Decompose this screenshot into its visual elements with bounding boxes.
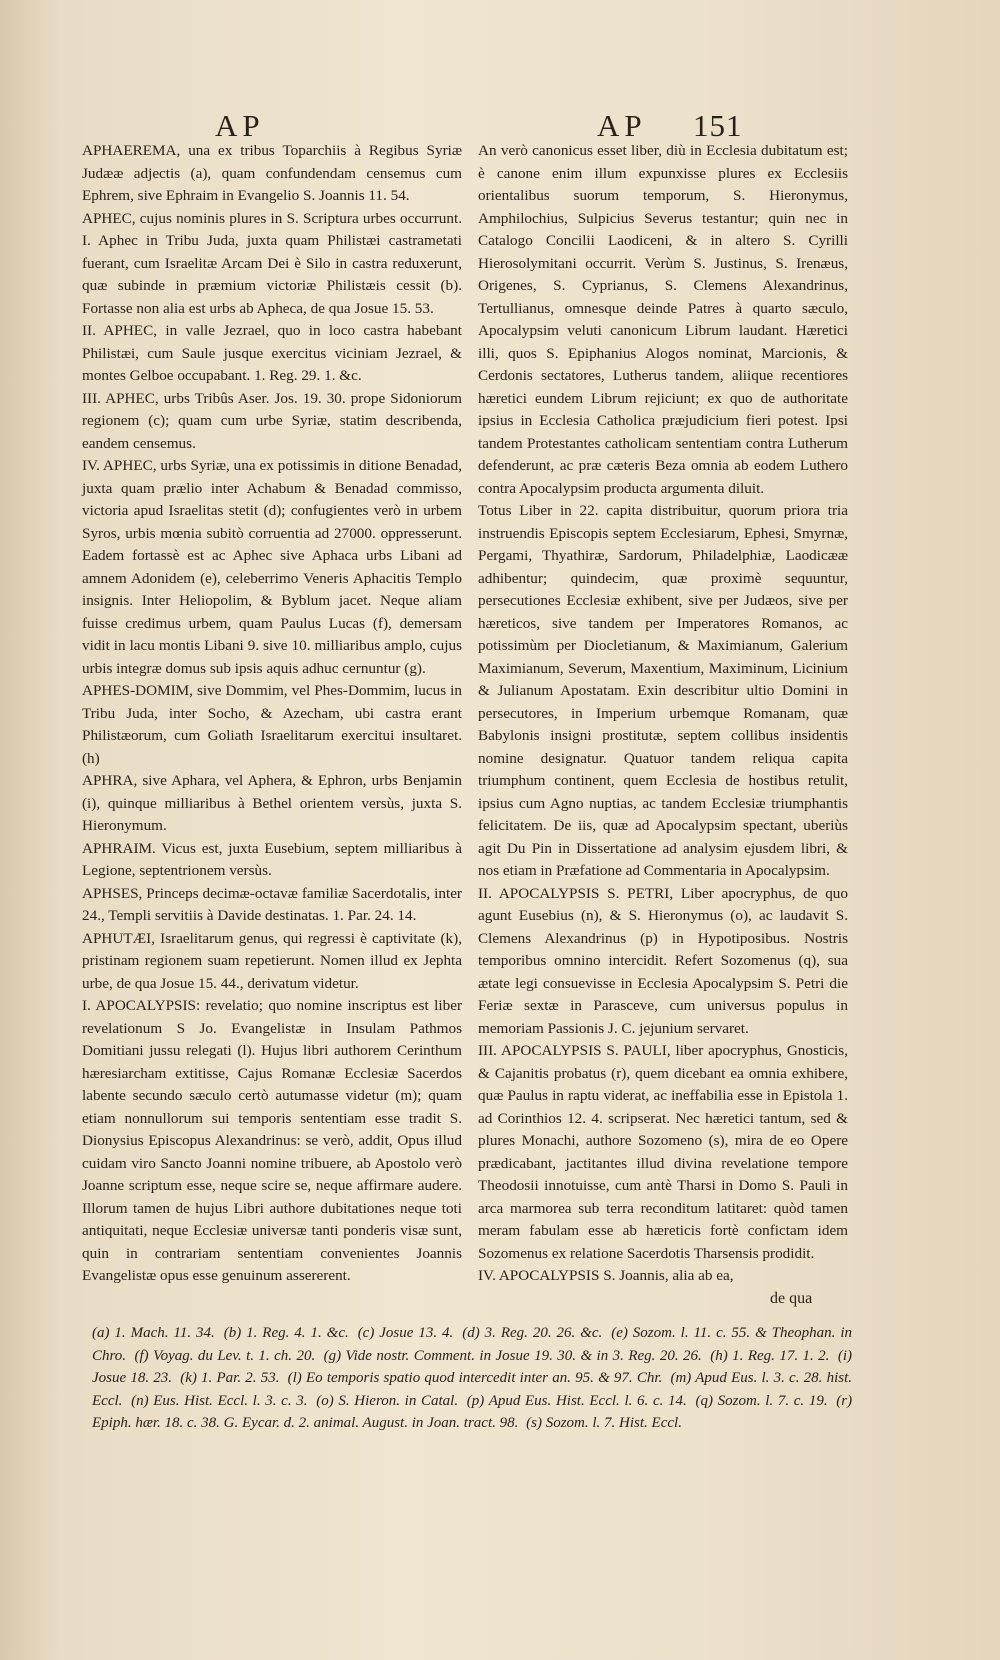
entry-apocalypsis-1: I. APOCALYPSIS: revelatio; quo nomine inscriptus est liber revelationum S Jo. Evangelistæ in Insulam Pathmos Domitiani jussu relegati (l). Hujus libri authorem Cerinthum hæresiarcham extitisse, Cajus Romanæ Ecclesiæ Sacerdos labente secundo sæculo certò autumasse videtur (m); quam etiam nonnullorum sui temporis sententiam esse tradit S. Dionysius Episcopus Alexandrinus: se verò, addit, Opus illud cuidam viro Sancto Joanni nomine tribuere, ab Apostolo verò Joanne scriptum esse, neque scire se, neque affirmare audere. Illorum tamen de hujus Libri authore dubitationes neque toti antiquitati, neque Ecclesiæ universæ tanti ponderis visæ sunt, quin in contrariam sententiam convenientes Joannis Evangelistæ opus esse genuinum assererent. [82,997,462,1284]
entry-aphes-domim: APHES-DOMIM, sive Dommim, vel Phes-Dommim, lucus in Tribu Juda, inter Socho, & Azecham, ubi castra erant Philistæorum, cum Goliath Israelitarum exercitui insultaret. (h) [82,682,462,767]
footnote: (b) 1. Reg. 4. 1. &c. [223,1325,349,1341]
footnote: (f) Voyag. du Lev. t. 1. ch. 20. [134,1347,316,1364]
footnote: (c) Josue 13. 4. [357,1325,454,1341]
footnote: (i) Josue 18. 23. [92,1347,853,1386]
running-head-left: AP [215,108,265,143]
entry-apocalypsis-joannis: IV. APOCALYPSIS S. Joannis, alia ab ea, [478,1267,734,1284]
entry-aphses: APHSES, Princeps decimæ-octavæ familiæ Sacerdotalis, inter 24., Templi servitiis à Davide destinatas. 1. Par. 24. 14. [82,884,462,924]
entry-aphec-4: IV. APHEC, urbs Syriæ, una ex potissimis in ditione Benadad, juxta quam prælio inter Achabum & Benadad commisso, victoria apud Israelitas stetit (d); confugientes verò in urbem Syros, urbis mœnia subitò corruentia ad 27000. oppresserunt. Eadem fortassè est ac Aphec sive Aphaca urbs Libani ad amnem Adonidem (e), celeberrimo Veneris Aphacitis Templo insignis. Inter Heliopolim, & Byblum jacet. Neque aliam fuisse credimus urbem, quam Paulus Lucas (f), demersam vidit in lacu montis Libani 9. sive 10. milliaribus amplo, cujus urbis integræ domus sub ipsis aquis adhuc cernuntur (g). [82,457,462,677]
left-column [82,140,462,1288]
footnote: (l) Eo temporis spatio quod intercedit inter an. 95. & 97. Chr. [287,1370,663,1386]
page-number: 151 [693,108,743,143]
footnote: (d) 3. Reg. 20. 26. &c. [462,1325,603,1341]
entry-aphra: APHRA, sive Aphara, vel Aphera, & Ephron, urbs Benjamin (i), quinque milliaribus à Bethel orientem versùs, juxta S. Hieronymum. [82,772,462,834]
footnote: (s) Sozom. l. 7. Hist. Eccl. [526,1415,682,1431]
footnote: (h) 1. Reg. 17. 1. 2. [710,1347,830,1364]
footnote: (p) Apud Eus. Hist. Eccl. l. 6. c. 14. [466,1392,687,1409]
footnote: (q) Sozom. l. 7. c. 19. [695,1392,828,1409]
footnote: (g) Vide nostr. Comment. in Josue 19. 30. & in 3. Reg. 20. 26. [323,1347,702,1364]
right-column [478,140,848,1288]
footnote: (o) S. Hieron. in Catal. [316,1392,459,1409]
entry-apocalypsis-pauli: III. APOCALYPSIS S. PAULI, liber apocryphus, Gnosticis, & Cajanitis probatus (r), quem dicebant ea omnia exhibere, quæ Paulus in raptu viderat, ac ineffabilia esse in Epistola 1. ad Corinthios 12. 4. scripserat. Nec hæretici tantum, sed & plures Monachi, authore Sozomeno (s), mira de eo Opere prædicabant, jactitantes illud divina revelatione tempore Theodosii innotuisse, cum antè Tharsi in Domo S. Pauli in arca marmorea sub terra reconditum latitaret: quòd tamen meram fabulam esse ab hæreticis fortè confictam idem Sozomenus ex relatione Sacerdotis Tharsensis prodidit. [478,1042,848,1262]
entry-aphutaei: APHUTÆI, Israelitarum genus, qui regressi è captivitate (k), pristinam regionem suam repetierunt. Nomen illud ex Jephta urbe, de qua Josue 15. 44., derivatum videtur. [82,929,462,992]
footnote: (a) 1. Mach. 11. 34. [92,1325,215,1341]
entry-aphraim: APHRAIM. Vicus est, juxta Eusebium, septem milliaribus à Legione, septentrionem versùs. [82,839,462,879]
running-head-right: AP [597,108,647,143]
entry-aphec-1: APHEC, cujus nominis plures in S. Scriptura urbes occurrunt. I. Aphec in Tribu Juda, juxta quam Philistæi castrametati fuerant, cum Israelitæ Arcam Dei è Silo in castra reduxerunt, quæ subinde in præmium victoriæ Philistæis cessit (b). Fortasse non alia est urbs ab Apheca, de qua Josue 15. 53. [82,209,462,317]
footnote: (n) Eus. Hist. Eccl. l. 3. c. 3. [131,1392,308,1409]
footnote-divider [82,1314,842,1315]
catchword: de qua [770,1290,813,1307]
entry-canonicity: An verò canonicus esset liber, diù in Ecclesia dubitatum est; è canone enim illum expunxisse plures ex Ecclesiis orientalibus suorum temporum, S. Hieronymus, Amphilochius, Sulpicius Severus testantur; quin nec in Catalogo Concilii Laodiceni, & in altero S. Cyrilli Hierosolymitani occurrit. Verùm S. Justinus, S. Irenæus, Origenes, S. Cyprianus, S. Clemens Alexandrinus, Tertullianus, omnesque deinde Patres à quarto sæculo, Apocalypsim veluti canonicum Librum laudant. Hæretici illi, quos S. Epiphanius Alogos nominat, Marcionis, & Cerdonis sectatores, Lutherus tandem, aliique recentiores hæretici eundem Librum rejiciunt; ex quo de authoritate ipsius in Ecclesia Catholica præjudicium fieri potest. Ipsi tandem Protestantes catholicam sententiam contra Lutherum defenderunt, ac præ cæteris Beza omnia ab eodem Luthero contra Apocalypsim producta argumenta diluit. [478,142,848,497]
footnote: (r) Epiph. hær. 18. c. 38. G. Eycar. d. 2. animal. August. in Joan. tract. 98. [92,1392,853,1431]
footnote: (e) Sozom. l. 11. c. 55. & Theophan. in Chro. [92,1325,853,1364]
footnotes [92,1322,852,1435]
entry-aphec-2: II. APHEC, in valle Jezrael, quo in loco castra habebant Philistæi, cum Saule jusque exercitus viciniam Jezrael, & montes Gelboe occupabant. 1. Reg. 29. 1. &c. [82,322,462,384]
entry-aphaerema: APHAEREMA, una ex tribus Toparchiis à Regibus Syriæ Judææ adjectis (a), quam confundendam censemus cum Ephrem, sive Ephraim in Evangelio S. Joannis 11. 54. [82,142,462,204]
entry-structure: Totus Liber in 22. capita distribuitur, quorum priora tria instruendis Episcopis septem Ecclesiarum, Ephesi, Smyrnæ, Pergami, Thyathiræ, Sardorum, Philadelphiæ, Laodicææ adhibentur; quindecim, quæ proximè sequuntur, persecutiones Ecclesiæ exhibent, sive per Judæos, sive per hæreticos, sive tandem per Imperatores Romanos, ac potissimùm per Diocletianum, & Maximianum, Galerium Maximianum, Severum, Maxentium, Maximinum, Licinium & Julianum Apostatam. Exin describitur ultio Domini in persecutores, in Imperium urbemque Romanam, quæ Babylonis insigni prostitutæ, septem collibus insidentis nomine designatur. Quatuor tandem reliqua capita triumphum continent, quem Ecclesia de hostibus retulit, ipsius cum Agno nuptias, ac tandem Ecclesiæ triumphantis felicitatem. De iis, quæ ad Apocalypsim spectant, uberiùs agit Du Pin in Dissertatione ad analysim ejusdem libri, & nos etiam in Præfatione ad Commentaria in Apocalypsim. [478,502,848,879]
entry-apocalypsis-petri: II. APOCALYPSIS S. PETRI, Liber apocryphus, de quo agunt Eusebius (n), & S. Hieronymus (o), ac laudavit S. Clemens Alexandrinus (p) in Hypotiposibus. Nostris temporibus omnino intercidit. Refert Sozomenus (q), sua ætate legi consuevisse in Ecclesia Apocalypsim S. Petri die Feriæ sextæ in Parasceve, cum universus populus in memoriam Passionis J. C. jejunium servaret. [478,884,848,1037]
footnote: (m) Apud Eus. l. 3. c. 28. hist. Eccl. [92,1370,853,1409]
entry-aphec-3: III. APHEC, urbs Tribûs Aser. Jos. 19. 30. prope Sidoniorum regionem (c); quam cum urbe Syriæ, statim describenda, eandem censemus. [82,389,462,452]
footnote: (k) 1. Par. 2. 53. [180,1370,280,1386]
